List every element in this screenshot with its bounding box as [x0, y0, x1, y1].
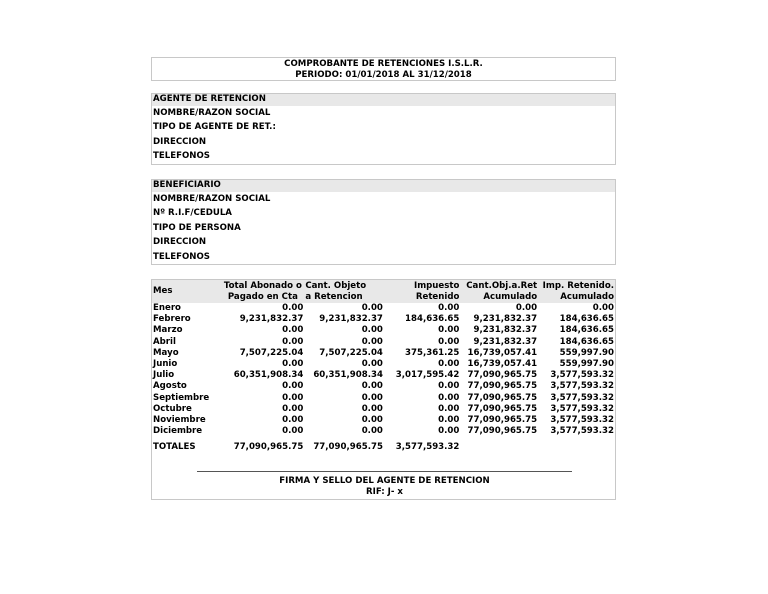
cell-acumulado: 9,231,832.37	[473, 314, 538, 325]
cell-abonado: 0.00	[282, 303, 304, 313]
cell-retenido-acumulado: 3,577,593.32	[550, 415, 614, 426]
cell-impuesto: 375,361.25	[405, 347, 460, 358]
cell-acumulado: 77,090,965.75	[467, 426, 538, 437]
cell-mes: Noviembre	[153, 415, 206, 426]
firma-rif: RIF: J- x	[366, 487, 403, 497]
cell-retenido-acumulado: 3,577,593.32	[550, 370, 614, 381]
cell-retenido-acumulado: 559,997.90	[559, 359, 614, 370]
cell-impuesto: 0.00	[438, 359, 460, 370]
beneficiario-row: DIRECCION	[153, 237, 207, 248]
cell-impuesto: 0.00	[438, 426, 460, 437]
cell-retenido-acumulado: 3,577,593.32	[550, 403, 614, 414]
cell-retenido-acumulado: 0.00	[592, 303, 614, 313]
beneficiario-title: BENEFICIARIO	[152, 180, 615, 192]
agente-row: DIRECCION	[153, 136, 207, 147]
cell-impuesto: 0.00	[438, 392, 460, 403]
header-impuesto: Impuesto Retenido	[384, 280, 460, 303]
table-row	[152, 359, 615, 370]
cell-retenido-acumulado: 3,577,593.32	[550, 426, 614, 437]
cell-abonado: 0.00	[282, 325, 304, 336]
table-header-row	[152, 280, 615, 303]
table-row	[152, 325, 615, 336]
agente-section	[151, 93, 616, 165]
cell-objeto: 0.00	[361, 325, 383, 336]
table-row	[152, 314, 615, 325]
beneficiario-row: TIPO DE PERSONA	[153, 222, 241, 233]
document-header	[151, 57, 616, 81]
cell-abonado: 0.00	[282, 415, 304, 426]
totals-row	[152, 437, 615, 453]
cell-acumulado: 0.00	[515, 303, 538, 313]
cell-objeto: 0.00	[361, 403, 383, 414]
cell-acumulado: 16,739,057.41	[467, 359, 538, 370]
cell-retenido-acumulado: 3,577,593.32	[550, 381, 614, 392]
table-row	[152, 381, 615, 392]
cell-objeto: 0.00	[361, 303, 383, 313]
cell-retenido-acumulado: 184,636.65	[559, 336, 614, 347]
table-row	[152, 348, 615, 359]
cell-abonado: 9,231,832.37	[239, 314, 304, 325]
cell-mes: Enero	[153, 303, 181, 313]
table-row	[152, 404, 615, 415]
header-mes: Mes	[152, 280, 221, 303]
cell-impuesto: 0.00	[438, 403, 460, 414]
header-total: Total Abonado o Pagado en Cta	[221, 280, 304, 303]
cell-abonado: 0.00	[282, 403, 304, 414]
cell-abonado: 0.00	[282, 426, 304, 437]
cell-retenido-acumulado: 184,636.65	[559, 325, 614, 336]
header-retenido-acumulado: Imp. Retenido. Acumulado	[538, 280, 615, 303]
retenciones-table-box	[151, 279, 616, 500]
agente-row: TELEFONOS	[153, 151, 210, 162]
cell-impuesto: 0.00	[438, 381, 460, 392]
cell-retenido-acumulado: 559,997.90	[559, 347, 614, 358]
cell-acumulado: 9,231,832.37	[473, 336, 538, 347]
beneficiario-section	[151, 179, 616, 265]
cell-acumulado: 77,090,965.75	[467, 392, 538, 403]
cell-abonado: 60,351,908.34	[233, 370, 304, 381]
table-row	[152, 303, 615, 314]
cell-mes: Febrero	[153, 314, 191, 325]
firma-label: FIRMA Y SELLO DEL AGENTE DE RETENCION	[279, 476, 490, 486]
beneficiario-row: TELEFONOS	[153, 251, 210, 262]
cell-abonado: 0.00	[282, 359, 304, 370]
table-row	[152, 415, 615, 426]
cell-acumulado: 16,739,057.41	[467, 347, 538, 358]
cell-retenido-acumulado: 184,636.65	[559, 314, 614, 325]
cell-abonado: 7,507,225.04	[239, 347, 304, 358]
cell-objeto: 0.00	[361, 359, 383, 370]
totals-objeto: 77,090,965.75	[313, 442, 383, 453]
cell-acumulado: 77,090,965.75	[467, 381, 538, 392]
agente-row: NOMBRE/RAZON SOCIAL	[153, 108, 271, 118]
totals-abonado: 77,090,965.75	[233, 442, 304, 453]
cell-objeto: 0.00	[361, 336, 383, 347]
firma-block	[197, 471, 572, 498]
table-row	[152, 426, 615, 437]
cell-mes: Diciembre	[153, 426, 203, 437]
cell-mes: Agosto	[153, 381, 187, 392]
cell-objeto: 7,507,225.04	[319, 347, 383, 358]
cell-impuesto: 0.00	[438, 415, 460, 426]
cell-acumulado: 77,090,965.75	[467, 370, 538, 381]
cell-objeto: 60,351,908.34	[313, 370, 383, 381]
table-row	[152, 393, 615, 404]
cell-acumulado: 9,231,832.37	[473, 325, 538, 336]
cell-mes: Junio	[153, 359, 178, 370]
cell-acumulado: 77,090,965.75	[467, 415, 538, 426]
totals-label: TOTALES	[153, 442, 196, 453]
cell-impuesto: 184,636.65	[405, 314, 460, 325]
agente-title: AGENTE DE RETENCION	[152, 94, 615, 106]
retenciones-table	[152, 280, 615, 454]
cell-mes: Mayo	[153, 347, 179, 358]
cell-abonado: 0.00	[282, 336, 304, 347]
beneficiario-row: NOMBRE/RAZON SOCIAL	[153, 194, 271, 204]
agente-row: TIPO DE AGENTE DE RET.:	[153, 122, 276, 133]
document-title: COMPROBANTE DE RETENCIONES I.S.L.R.	[284, 59, 483, 69]
cell-objeto: 0.00	[361, 392, 383, 403]
table-row	[152, 337, 615, 348]
cell-impuesto: 0.00	[438, 325, 460, 336]
cell-mes: Abril	[153, 336, 176, 347]
cell-objeto: 0.00	[361, 426, 383, 437]
cell-impuesto: 0.00	[438, 303, 460, 313]
cell-objeto: 9,231,832.37	[319, 314, 383, 325]
cell-mes: Julio	[153, 370, 175, 381]
totals-impuesto: 3,577,593.32	[395, 442, 460, 453]
header-objeto: Cant. Objeto a Retencion	[304, 280, 384, 303]
cell-mes: Septiembre	[153, 392, 210, 403]
beneficiario-row: Nº R.I.F/CEDULA	[153, 208, 232, 219]
cell-impuesto: 0.00	[438, 336, 460, 347]
cell-objeto: 0.00	[361, 381, 383, 392]
cell-impuesto: 3,017,595.42	[395, 370, 460, 381]
cell-objeto: 0.00	[361, 415, 383, 426]
document-period: PERIODO: 01/01/2018 AL 31/12/2018	[295, 70, 472, 80]
cell-retenido-acumulado: 3,577,593.32	[550, 392, 614, 403]
header-acumulado: Cant.Obj.a.Ret Acumulado	[460, 280, 538, 303]
cell-abonado: 0.00	[282, 381, 304, 392]
cell-mes: Marzo	[153, 325, 183, 336]
cell-mes: Octubre	[153, 403, 192, 414]
table-row	[152, 370, 615, 381]
cell-abonado: 0.00	[282, 392, 304, 403]
cell-acumulado: 77,090,965.75	[467, 403, 538, 414]
